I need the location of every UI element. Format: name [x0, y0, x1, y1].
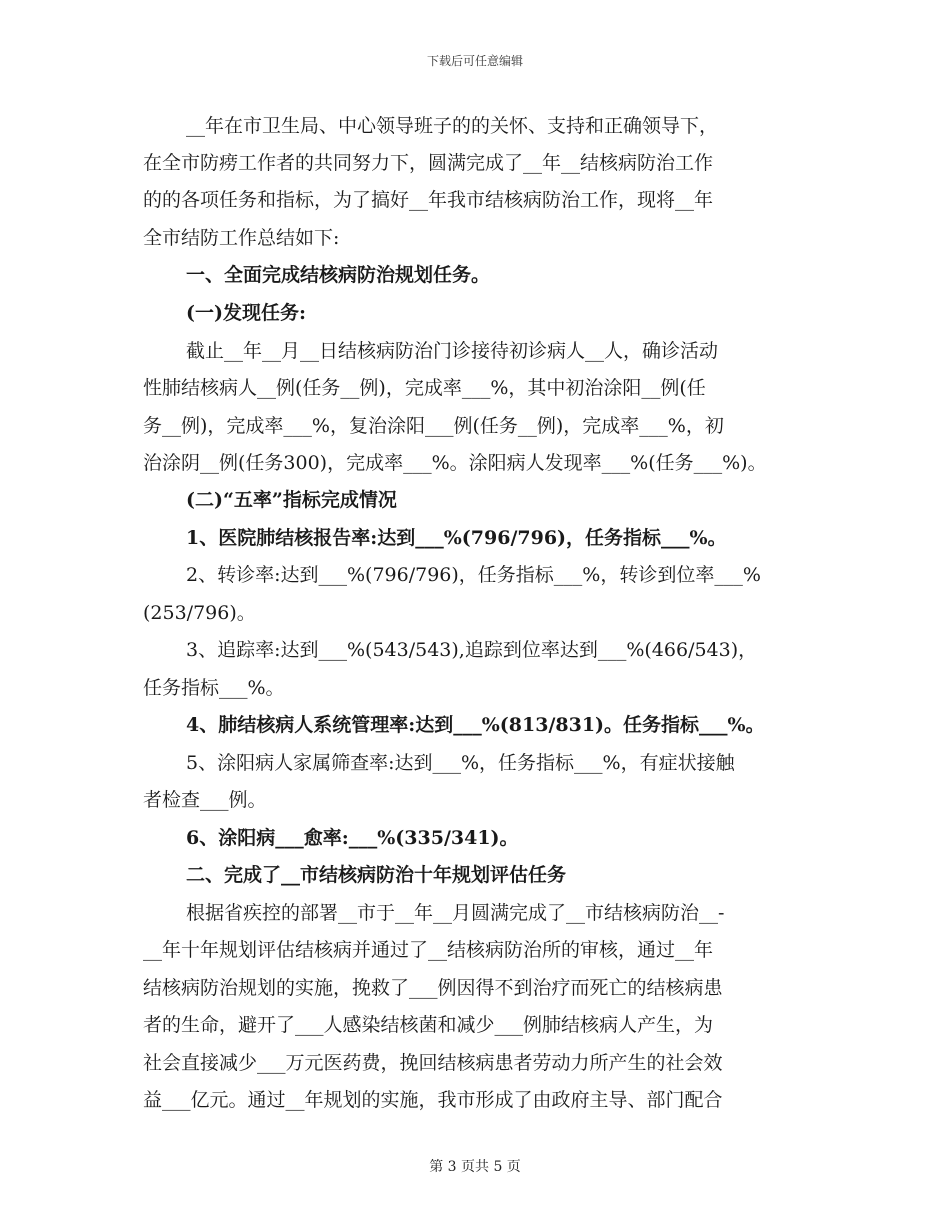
paragraph-line: 在全市防痨工作者的共同努力下，圆满完成了__年__结核病防治工作	[143, 152, 714, 174]
paragraph-line: 结核病防治规划的实施，挽救了___例因得不到治疗而死亡的结核病患	[143, 977, 723, 999]
item-line: 6、涂阳病___愈率:___%(335/341)。	[186, 827, 519, 849]
paragraph-line: 治涂阴__例(任务300)，完成率___%。涂阳病人发现率___%(任务___%)。	[143, 452, 767, 474]
subsection-heading: (一)发现任务:	[186, 302, 306, 324]
page-footer: 第 3 页共 5 页	[429, 1159, 521, 1175]
section-heading: 一、全面完成结核病防治规划任务。	[186, 264, 491, 286]
paragraph-line: 社会直接减少___万元医药费，挽回结核病患者劳动力所产生的社会效	[143, 1052, 723, 1074]
paragraph-line: __年在市卫生局、中心领导班子的的关怀、支持和正确领导下，	[186, 115, 719, 137]
item-line: 4、肺结核病人系统管理率:达到___%(813/831)。任务指标___%。	[186, 714, 765, 736]
item-line: (253/796)。	[143, 602, 256, 624]
item-line: 5、涂阳病人家属筛查率:达到___%，任务指标___%，有症状接触	[186, 752, 735, 774]
section-heading: 二、完成了__市结核病防治十年规划评估任务	[186, 864, 567, 886]
item-line: 3、追踪率:达到___%(543/543),追踪到位率达到___%(466/543)，	[186, 639, 758, 661]
item-line: 者检查___例。	[143, 789, 267, 811]
item-line: 1、医院肺结核报告率:达到___%(796/796)，任务指标___%。	[186, 527, 727, 549]
paragraph-line: __年十年规划评估结核病并通过了__结核病防治所的审核，通过__年	[143, 939, 714, 961]
paragraph-line: 全市结防工作总结如下:	[143, 227, 340, 249]
paragraph-line: 根据省疾控的部署__市于__年__月圆满完成了__市结核病防治__-	[186, 902, 725, 924]
paragraph-line: 截止__年__月__日结核病防治门诊接待初诊病人__人，确诊活动	[186, 340, 719, 362]
paragraph-line: 务__例)，完成率___%，复治涂阳___例(任务__例)，完成率___%，初	[143, 415, 724, 437]
paragraph-line: 益___亿元。通过__年规划的实施，我市形成了由政府主导、部门配合	[143, 1089, 723, 1111]
paragraph-line: 性肺结核病人__例(任务__例)，完成率___%，其中初治涂阳__例(任	[143, 377, 706, 399]
paragraph-line: 者的生命，避开了___人感染结核菌和减少___例肺结核病人产生，为	[143, 1014, 714, 1036]
subsection-heading: (二)“五率”指标完成情况	[186, 489, 397, 511]
item-line: 任务指标___%。	[143, 677, 285, 699]
page-header: 下载后可任意编辑	[426, 54, 523, 68]
paragraph-line: 的的各项任务和指标，为了搞好__年我市结核病防治工作，现将__年	[143, 189, 714, 211]
item-line: 2、转诊率:达到___%(796/796)，任务指标___%，转诊到位率___%	[186, 564, 761, 586]
